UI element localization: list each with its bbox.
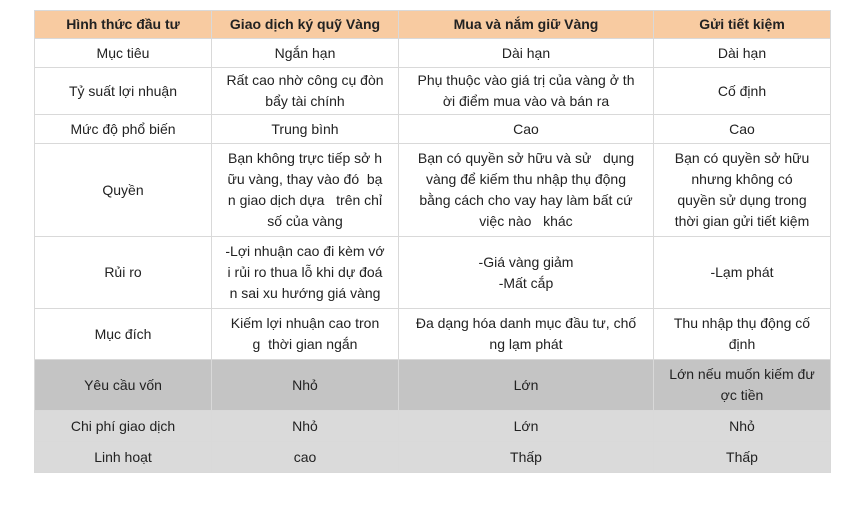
row-label: Quyền xyxy=(35,144,212,237)
cell-line: vàng để kiếm thu nhập thụ động xyxy=(425,171,627,187)
table-row xyxy=(35,309,831,360)
table-cell xyxy=(399,309,654,360)
cell-line: Nhỏ xyxy=(729,417,755,434)
table-cell xyxy=(654,237,831,309)
cell-line: ng lạm phát xyxy=(489,336,563,352)
cell-line: Bạn có quyền sở hữu xyxy=(674,150,810,166)
cell-line: Lớn nếu muốn kiếm đư xyxy=(669,366,815,382)
table-row xyxy=(35,144,831,237)
cell-line: Bạn không trực tiếp sở h xyxy=(228,150,382,166)
table-cell xyxy=(212,39,399,68)
cell-line: g thời gian ngắn xyxy=(252,336,358,352)
table-row xyxy=(35,411,831,442)
table-cell xyxy=(212,144,399,237)
cell-line: Kiếm lợi nhuận cao tron xyxy=(230,315,380,331)
cell-line: cao xyxy=(293,448,317,465)
row-label: Yêu cầu vốn xyxy=(35,360,212,411)
cell-line: Rất cao nhờ công cụ đòn xyxy=(226,72,384,88)
comparison-table-container xyxy=(34,10,830,473)
cell-line: Nhỏ xyxy=(292,376,318,393)
cell-line: Bạn có quyền sở hữu và sử dụng xyxy=(417,150,635,166)
row-label: Rủi ro xyxy=(35,237,212,309)
table-cell xyxy=(399,39,654,68)
table-row xyxy=(35,442,831,473)
table-cell xyxy=(212,411,399,442)
table-row xyxy=(35,115,831,144)
cell-line: Dài hạn xyxy=(717,44,767,61)
header-gold-margin-trading: Giao dịch ký quỹ Vàng xyxy=(212,11,399,39)
cell-line: định xyxy=(728,336,756,352)
cell-line: Thấp xyxy=(510,448,542,465)
table-cell xyxy=(399,68,654,115)
table-cell xyxy=(212,237,399,309)
cell-line: Thu nhập thụ động cố xyxy=(673,315,811,331)
table-row xyxy=(35,68,831,115)
cell-line: việc nào khác xyxy=(479,213,573,229)
cell-line: Cao xyxy=(729,120,755,137)
row-label: Linh hoạt xyxy=(35,442,212,473)
table-cell xyxy=(654,115,831,144)
row-label: Mục tiêu xyxy=(35,39,212,68)
cell-line: Cao xyxy=(513,120,539,137)
table-cell xyxy=(654,360,831,411)
table-cell xyxy=(654,39,831,68)
table-cell xyxy=(212,68,399,115)
cell-line: n sai xu hướng giá vàng xyxy=(229,285,381,301)
cell-line: -Mất cắp xyxy=(498,274,554,291)
cell-line: bẩy tài chính xyxy=(265,93,345,109)
cell-line: số của vàng xyxy=(267,213,343,229)
table-cell xyxy=(654,68,831,115)
cell-line: bằng cách cho vay hay làm bất cứ xyxy=(419,192,633,208)
cell-line: ợc tiền xyxy=(720,387,764,403)
header-investment-type: Hình thức đầu tư xyxy=(35,11,212,39)
table-cell xyxy=(399,411,654,442)
cell-line: -Lợi nhuận cao đi kèm vớ xyxy=(225,243,385,259)
cell-line: Thấp xyxy=(726,448,758,465)
table-cell xyxy=(212,442,399,473)
table-cell xyxy=(399,360,654,411)
cell-line: ữu vàng, thay vào đó bạ xyxy=(227,171,383,187)
row-label: Chi phí giao dịch xyxy=(35,411,212,442)
cell-line: n giao dịch dựa trên chỉ xyxy=(227,192,383,208)
table-row xyxy=(35,360,831,411)
table-cell xyxy=(399,237,654,309)
table-cell xyxy=(654,411,831,442)
table-row xyxy=(35,39,831,68)
header-row xyxy=(35,11,831,39)
cell-line: Trung bình xyxy=(271,120,339,137)
cell-line: -Lạm phát xyxy=(710,264,774,280)
cell-line: Ngắn hạn xyxy=(274,44,336,61)
table-cell xyxy=(654,442,831,473)
cell-line: nhưng không có xyxy=(691,171,793,187)
table-cell xyxy=(654,144,831,237)
row-label: Mục đích xyxy=(35,309,212,360)
table-cell xyxy=(399,144,654,237)
cell-line: ời điểm mua vào và bán ra xyxy=(442,93,610,109)
table-cell xyxy=(399,442,654,473)
cell-line: Cố định xyxy=(717,82,767,99)
row-label: Mức độ phổ biến xyxy=(35,115,212,144)
table-cell xyxy=(654,309,831,360)
cell-line: Lớn xyxy=(513,417,539,434)
comparison-table xyxy=(34,10,831,473)
cell-line: thời gian gửi tiết kiệm xyxy=(674,213,810,229)
cell-line: Phụ thuộc vào giá trị của vàng ở th xyxy=(417,72,635,88)
cell-line: Đa dạng hóa danh mục đầu tư, chố xyxy=(415,315,637,331)
table-cell xyxy=(399,115,654,144)
cell-line: i rủi ro thua lỗ khi dự đoá xyxy=(227,264,383,280)
header-savings-deposit: Gửi tiết kiệm xyxy=(654,11,831,39)
table-cell xyxy=(212,115,399,144)
cell-line: quyền sử dụng trong xyxy=(677,192,807,208)
table-cell xyxy=(212,309,399,360)
cell-line: Dài hạn xyxy=(501,44,551,61)
cell-line: Lớn xyxy=(513,376,539,393)
cell-line: -Giá vàng giảm xyxy=(478,253,574,270)
cell-line: Nhỏ xyxy=(292,417,318,434)
table-cell xyxy=(212,360,399,411)
table-row xyxy=(35,237,831,309)
header-buy-hold-gold: Mua và nắm giữ Vàng xyxy=(399,11,654,39)
row-label: Tỷ suất lợi nhuận xyxy=(35,68,212,115)
